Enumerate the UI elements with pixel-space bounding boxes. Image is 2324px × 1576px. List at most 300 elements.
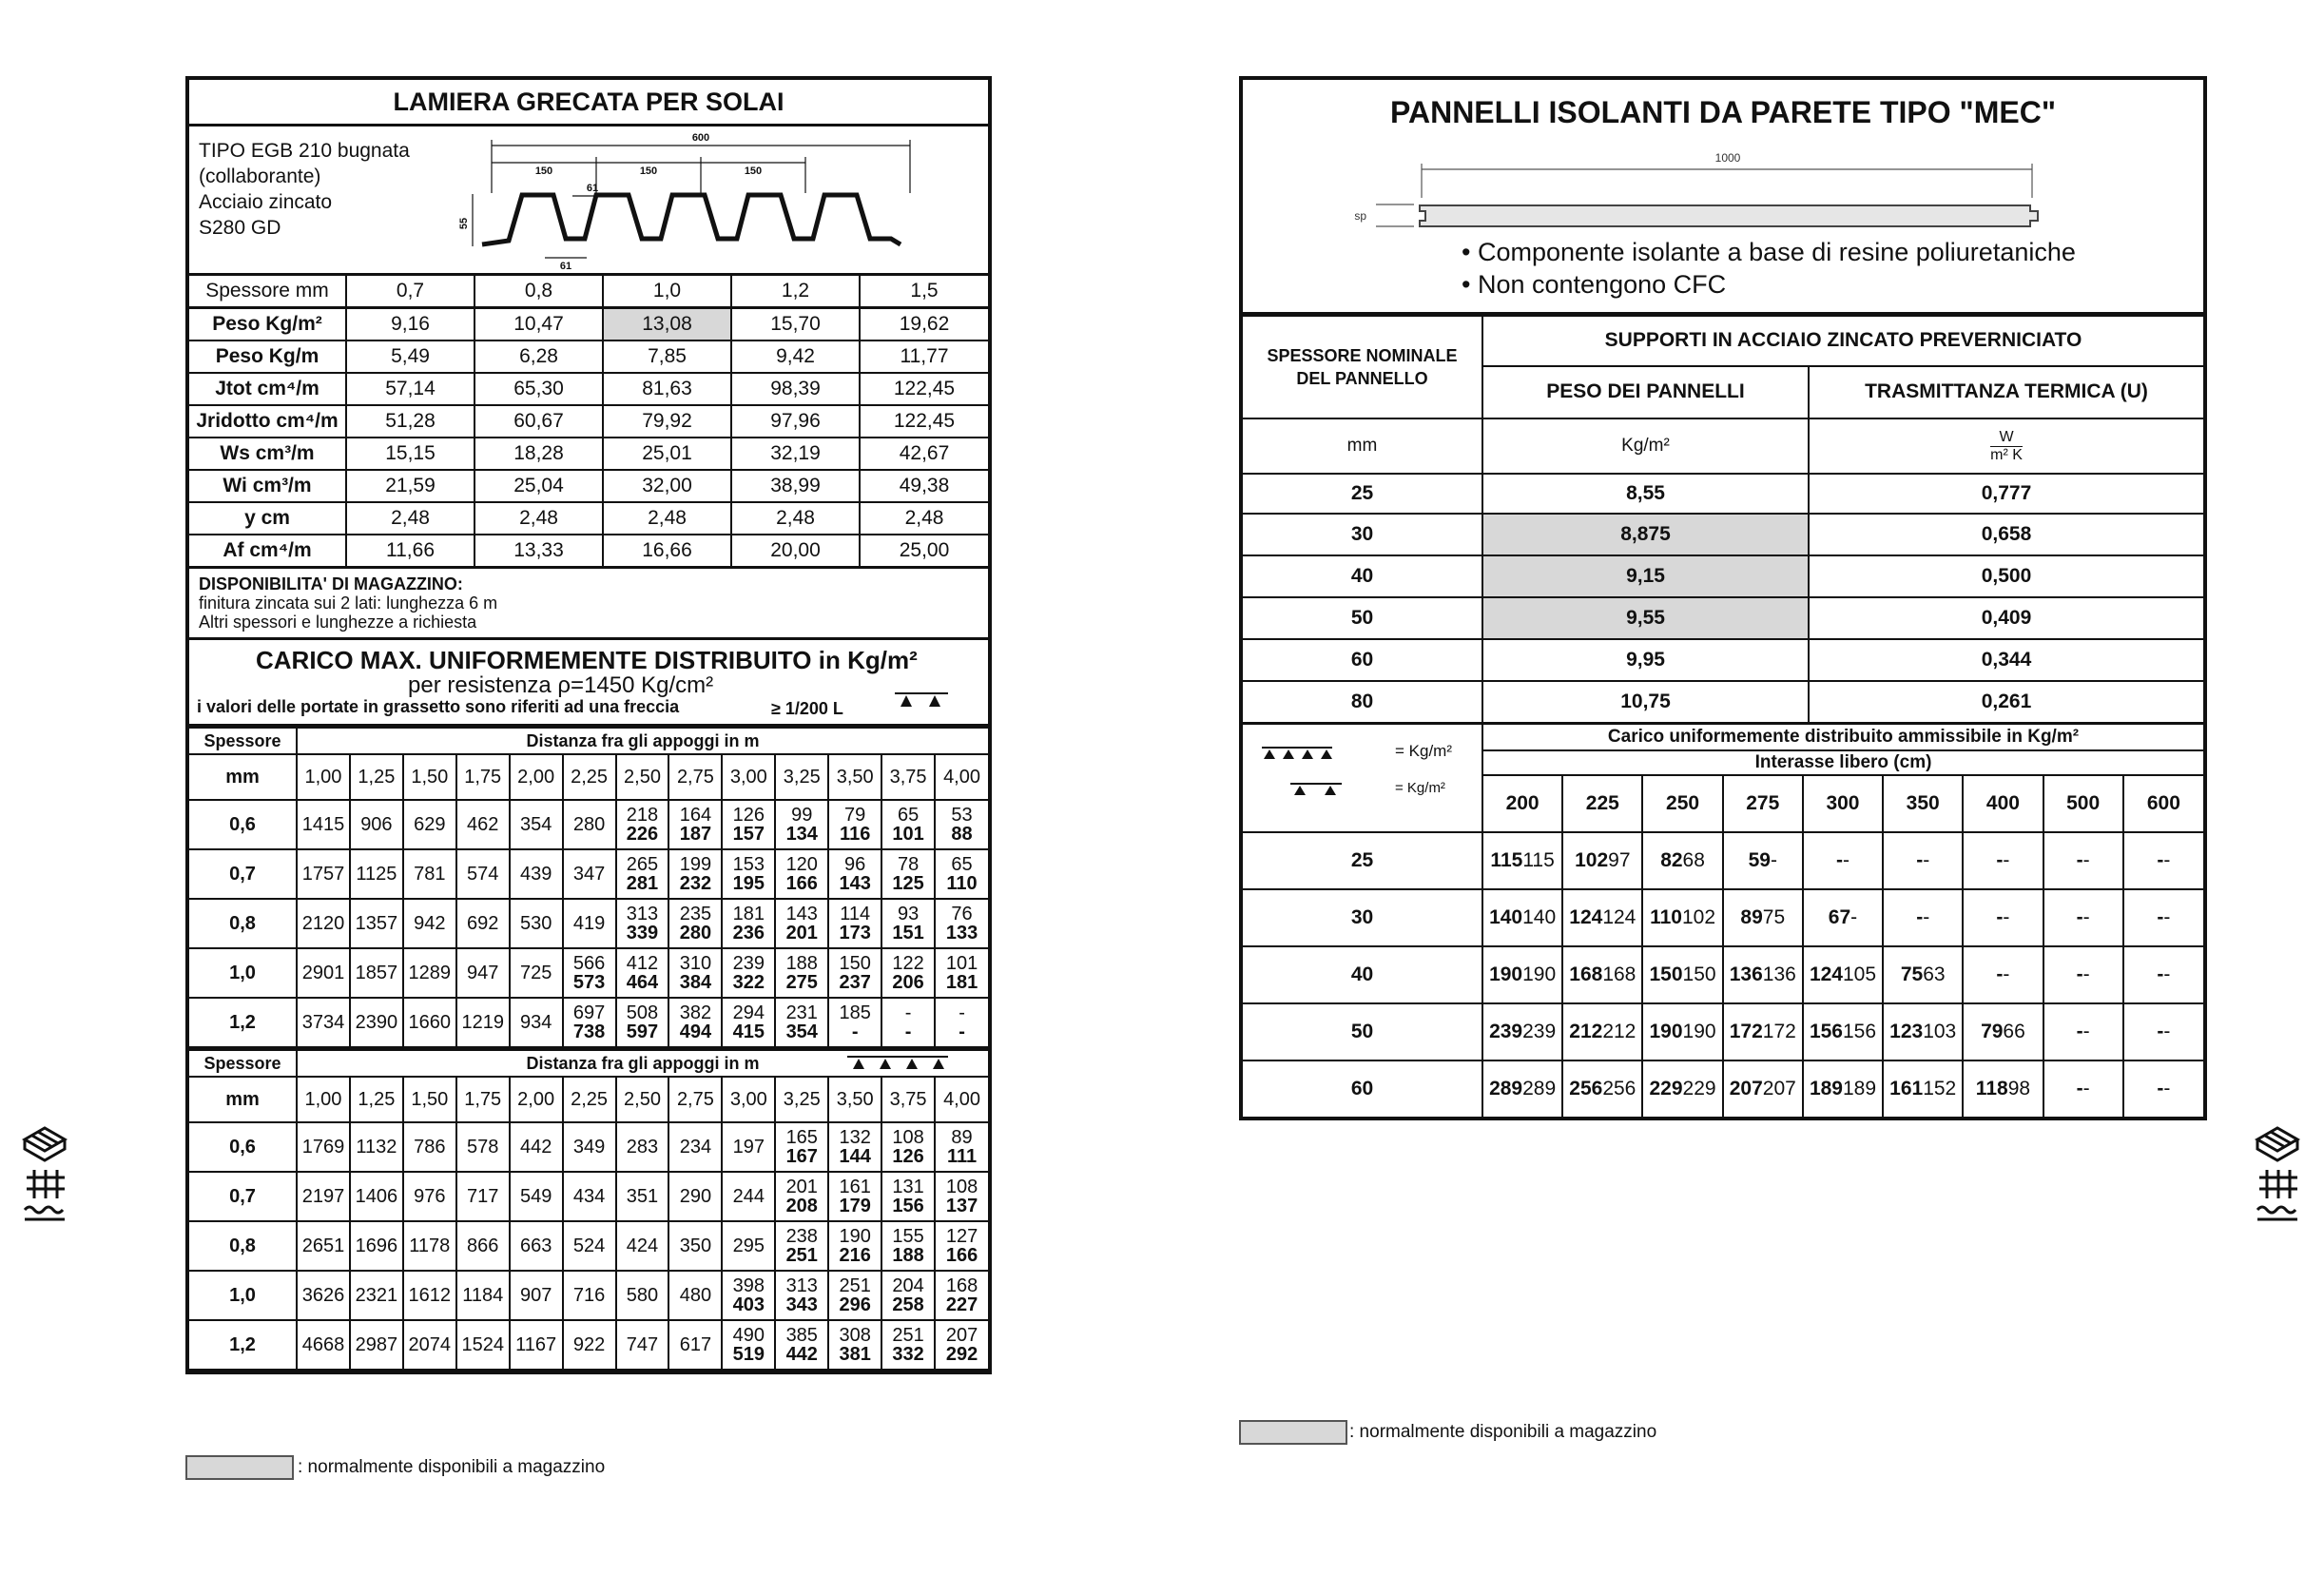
span-value: 250 [1642,775,1722,832]
span-value: 2,50 [616,754,669,800]
load-value: 524 [563,1221,616,1271]
load-value: 907 [510,1271,563,1320]
property-value: 49,38 [860,470,988,502]
span-value: 2,75 [668,1077,722,1122]
load-value: 124124 [1562,889,1642,946]
span-value: 3,50 [828,1077,881,1122]
load-value: 207207 [1723,1060,1803,1117]
thickness-value: 30 [1243,889,1482,946]
load-value: 354 [510,800,563,849]
left-title: LAMIERA GRECATA PER SOLAI [189,80,988,126]
load-value: 4668 [297,1320,350,1370]
load-value: -- [1963,946,2043,1003]
panel-weight: 9,15 [1482,555,1809,597]
properties-row [189,502,988,535]
load-row [189,1221,988,1271]
property-value: 2,48 [474,502,603,535]
panel-load-row [1243,889,2203,946]
load-value: 256256 [1562,1060,1642,1117]
load-value: 76 133 [935,899,988,948]
span-value: 1,00 [297,1077,350,1122]
load-value: 65 110 [935,849,988,899]
availability-note: DISPONIBILITA' DI MAGAZZINO: finitura zincata sui 2 lati: lunghezza 6 m Altri spessori e lunghezze a richiesta [189,569,988,640]
load-value: -- [2123,946,2203,1003]
load-value: 786 [403,1122,456,1172]
span-value: 2,50 [616,1077,669,1122]
load-row [189,1172,988,1221]
property-value: 57,14 [346,373,474,405]
thickness-value: 0,6 [189,1122,297,1172]
two-support-icon [893,690,950,710]
span-value: 1,25 [350,1077,403,1122]
panel-thickness: 60 [1243,639,1482,681]
kg-label: = Kg/m² [1395,780,1445,796]
span-value: 1,75 [456,754,510,800]
load-value: -- [2043,946,2123,1003]
load-value: 947 [456,948,510,998]
property-value: 98,39 [731,373,860,405]
properties-header-row: Spessore mm 0,7 0,8 1,0 1,2 1,5 [189,276,988,308]
load-value: 155 188 [881,1221,935,1271]
load-value: 122 206 [881,948,935,998]
panel-transmittance: 0,409 [1809,597,2203,639]
feature-item: • Non contengono CFC [1462,270,1727,299]
panel-transmittance: 0,777 [1809,474,2203,514]
load-value: 132 144 [828,1122,881,1172]
panel-transmittance: 0,500 [1809,555,2203,597]
thickness-value: 50 [1243,1003,1482,1060]
load-value: 161 179 [828,1172,881,1221]
load-value: 580 [616,1271,669,1320]
load-value: 11898 [1963,1060,2043,1117]
features-list [1243,236,2203,315]
construction-icon-right [2252,1120,2303,1225]
transmittance-header: TRASMITTANZA TERMICA (U) [1809,366,2203,418]
property-value: 2,48 [603,502,731,535]
load-value: 234 [668,1122,722,1172]
load-value: 79 116 [828,800,881,849]
load-value: 185 - [828,998,881,1047]
span-value: 3,50 [828,754,881,800]
load-value: -- [2043,889,2123,946]
load-value: 439 [510,849,563,899]
panel-load-table [1243,722,2203,1117]
property-value: 79,92 [603,405,731,438]
property-value: 2,48 [731,502,860,535]
property-value: 51,28 [346,405,474,438]
span-value: 4,00 [935,754,988,800]
load-value: 310 384 [668,948,722,998]
panel-row [1243,597,2203,639]
unit-kg: Kg/m² [1482,418,1809,474]
property-value: 20,00 [731,535,860,568]
load-value: 349 [563,1122,616,1172]
load-table-header [189,1050,988,1078]
supports-header: SUPPORTI IN ACCIAIO ZINCATO PREVERNICIATO [1482,316,2203,366]
span-value: 225 [1562,775,1642,832]
load-value: 108 137 [935,1172,988,1221]
load-value: 161152 [1883,1060,1963,1117]
panel-weight: 9,55 [1482,597,1809,639]
panel-thickness: 25 [1243,474,1482,514]
thickness-value: 40 [1243,946,1482,1003]
load-value: -- [1883,832,1963,889]
load-value: - - [935,998,988,1047]
thickness-value: 1,0 [189,1271,297,1320]
load-value: 385 442 [775,1320,828,1370]
load-value: 717 [456,1172,510,1221]
thickness-value: 0,8 [189,899,297,948]
load-value: 239239 [1482,1003,1562,1060]
thickness-value: 1,2 [189,1320,297,1370]
properties-row [189,470,988,502]
load-value: 238 251 [775,1221,828,1271]
panel-row [1243,514,2203,555]
load-value: 143 201 [775,899,828,948]
property-value: 122,45 [860,373,988,405]
span-value: 2,25 [563,754,616,800]
mm-label: mm [189,754,297,800]
span-value: 1,00 [297,754,350,800]
property-label: Jridotto cm⁴/m [189,405,346,438]
panel-weight: 9,95 [1482,639,1809,681]
property-value: 13,33 [474,535,603,568]
load-value: 442 [510,1122,563,1172]
load-value: 168168 [1562,946,1642,1003]
load-value: 725 [510,948,563,998]
property-value: 65,30 [474,373,603,405]
load-value: 663 [510,1221,563,1271]
svg-text:600: 600 [691,132,710,144]
load-title: CARICO MAX. UNIFORMEMENTE DISTRIBUITO in Kg/m² [256,646,918,674]
span-value: 200 [1482,775,1562,832]
load-value: 89 111 [935,1122,988,1172]
property-value: 9,42 [731,340,860,373]
property-value: 9,16 [346,308,474,341]
load-value: -- [1963,889,2043,946]
panel-row [1243,555,2203,597]
load-value: 8268 [1642,832,1722,889]
load-value: 120 166 [775,849,828,899]
panel-load-row [1243,832,2203,889]
load-value: 181 236 [722,899,775,948]
properties-row [189,405,988,438]
thickness-header: SPESSORE NOMINALE DEL PANNELLO [1243,316,1482,418]
properties-row [189,340,988,373]
property-label: y cm [189,502,346,535]
load-value: -- [2123,832,2203,889]
svg-text:150: 150 [639,165,658,177]
panel-cross-section [1243,141,2203,236]
property-value: 25,01 [603,438,731,470]
property-value: 7,85 [603,340,731,373]
load-value: -- [2043,832,2123,889]
thickness-value: 25 [1243,832,1482,889]
property-value: 42,67 [860,438,988,470]
load-table-header [189,728,988,754]
bullet-icon: • [1462,270,1471,299]
load-value: 866 [456,1221,510,1271]
load-value: 922 [563,1320,616,1370]
load-table-two-supports [189,727,988,1048]
svg-text:150: 150 [534,165,553,177]
span-value: 3,00 [722,754,775,800]
svg-text:55: 55 [458,217,470,230]
load-value: 165 167 [775,1122,828,1172]
load-value: 235 280 [668,899,722,948]
load-value: 2120 [297,899,350,948]
load-value: 434 [563,1172,616,1221]
load-row [189,899,988,948]
support-legend-icons [1243,725,1481,829]
property-label: Peso Kg/m [189,340,346,373]
load-value: 153 195 [722,849,775,899]
span-value: 3,75 [881,754,935,800]
load-row [189,998,988,1047]
property-label: Ws cm³/m [189,438,346,470]
load-value: 1612 [403,1271,456,1320]
property-value: 15,70 [731,308,860,341]
load-value: 1357 [350,899,403,948]
property-value: 2,48 [346,502,474,535]
load-value: 289289 [1482,1060,1562,1117]
load-value: 747 [616,1320,669,1370]
load-value: 168 227 [935,1271,988,1320]
load-value: 7966 [1963,1003,2043,1060]
load-value: -- [1803,832,1883,889]
span-value: 3,00 [722,1077,775,1122]
load-value: 1406 [350,1172,403,1221]
span-row [189,1077,988,1122]
load-value: 172172 [1723,1003,1803,1060]
construction-icon-left [19,1120,70,1225]
load-value: 199 232 [668,849,722,899]
load-row [189,1271,988,1320]
panel-row [1243,639,2203,681]
panel-thickness: 80 [1243,681,1482,722]
property-value: 81,63 [603,373,731,405]
load-value: 1178 [403,1221,456,1271]
distance-label: Distanza fra gli appoggi in m [297,728,988,754]
thickness-value: 0,8 [189,1221,297,1271]
load-value: 115115 [1482,832,1562,889]
load-value: 412 464 [616,948,669,998]
load-value: 123103 [1883,1003,1963,1060]
load-value: 265 281 [616,849,669,899]
span-value: 1,50 [403,754,456,800]
interasse-label: Interasse libero (cm) [1482,750,2203,775]
load-value: -- [2123,1003,2203,1060]
load-value: 283 [616,1122,669,1172]
thickness-value: 0,6 [189,800,297,849]
load-value: 189189 [1803,1060,1883,1117]
load-value: 906 [350,800,403,849]
load-value: 190190 [1482,946,1562,1003]
property-label: Wi cm³/m [189,470,346,502]
load-value: 150 237 [828,948,881,998]
load-value: 692 [456,899,510,948]
load-value: 398 403 [722,1271,775,1320]
load-value: 1167 [510,1320,563,1370]
load-value: 1125 [350,849,403,899]
deck-profile-drawing [416,126,948,269]
property-value: 10,47 [474,308,603,341]
property-value: 25,00 [860,535,988,568]
panel-properties-table [1243,315,2203,722]
load-value: 934 [510,998,563,1047]
panel-load-row [1243,1060,2203,1117]
load-value: 350 [668,1221,722,1271]
property-value: 16,66 [603,535,731,568]
load-value: -- [1963,832,2043,889]
panel-row [1243,681,2203,722]
thickness-value: 0,7 [189,849,297,899]
load-value: 126 157 [722,800,775,849]
properties-row [189,373,988,405]
load-value: -- [2043,1003,2123,1060]
load-value: 2901 [297,948,350,998]
span-value: 2,00 [510,754,563,800]
span-value: 2,25 [563,1077,616,1122]
thickness-value: 0,7 [189,1172,297,1221]
panel-drawing [1243,141,2203,236]
load-value: 1769 [297,1122,350,1172]
spessore-label: Spessore [189,728,297,754]
load-value: 490 519 [722,1320,775,1370]
load-value: 1184 [456,1271,510,1320]
load-value: 549 [510,1172,563,1221]
load-value: 251 332 [881,1320,935,1370]
load-value: 207 292 [935,1320,988,1370]
svg-text:61: 61 [586,183,599,194]
panel-load-row [1243,1003,2203,1060]
load-value: -- [2123,1060,2203,1117]
load-value: 2390 [350,998,403,1047]
span-value: 3,25 [775,1077,828,1122]
panel-row [1243,474,2203,514]
span-value: 500 [2043,775,2123,832]
distance-label: Distanza fra gli appoggi in m [297,1050,988,1078]
legend-swatch-left [185,1455,294,1480]
load-value: 218 226 [616,800,669,849]
load-value: 150150 [1642,946,1722,1003]
load-value: 96 143 [828,849,881,899]
panel-load-row [1243,946,2203,1003]
load-value: 1132 [350,1122,403,1172]
load-value: 2651 [297,1221,350,1271]
property-label: Af cm⁴/m [189,535,346,568]
load-value: 351 [616,1172,669,1221]
load-ratio: ≥ 1/200 L [771,699,843,718]
panel-transmittance: 0,261 [1809,681,2203,722]
property-value: 5,49 [346,340,474,373]
panel-weight: 10,75 [1482,681,1809,722]
load-value: 2074 [403,1320,456,1370]
load-value: 2987 [350,1320,403,1370]
legend-text-left: : normalmente disponibili a magazzino [298,1457,606,1477]
load-value: 480 [668,1271,722,1320]
span-value: 3,25 [775,754,828,800]
svg-text:61: 61 [559,261,572,269]
load-value: 65 101 [881,800,935,849]
load-value: 10297 [1562,832,1642,889]
load-value: 1219 [456,998,510,1047]
property-value: 15,15 [346,438,474,470]
load-value: 716 [563,1271,616,1320]
properties-table [189,276,988,569]
load-legend-cell [1243,724,1482,833]
panel-thickness: 30 [1243,514,1482,555]
span-value: 4,00 [935,1077,988,1122]
profile-description: TIPO EGB 210 bugnata (collaborante) Acciaio zincato S280 GD [199,140,410,239]
load-value: 1857 [350,948,403,998]
load-value: 462 [456,800,510,849]
load-value: 976 [403,1172,456,1221]
property-value: 11,77 [860,340,988,373]
span-value: 3,75 [881,1077,935,1122]
load-value: 101 181 [935,948,988,998]
unit-mm: mm [1243,418,1482,474]
load-value: 313 343 [775,1271,828,1320]
load-value: -- [1883,889,1963,946]
load-value: 419 [563,899,616,948]
load-value: 99 134 [775,800,828,849]
load-value: 578 [456,1122,510,1172]
load-value: 295 [722,1221,775,1271]
legend-text-right: : normalmente disponibili a magazzino [1349,1422,1657,1442]
load-value: 164 187 [668,800,722,849]
load-value: 313 339 [616,899,669,948]
load-value: 78 125 [881,849,935,899]
bullet-icon: • [1462,238,1471,266]
load-value: 308 381 [828,1320,881,1370]
insulated-panels-sheet [1239,76,2207,1120]
load-value: 201 208 [775,1172,828,1221]
span-value: 350 [1883,775,1963,832]
load-header-row [1243,724,2203,751]
property-value: 122,45 [860,405,988,438]
load-row [189,849,988,899]
span-row [189,754,988,800]
thickness-value: 1,2 [189,998,297,1047]
properties-row [189,438,988,470]
unit-w: $\frac{W}{\text{m² K}}$ [1809,418,2203,474]
property-value: 18,28 [474,438,603,470]
property-value: 11,66 [346,535,474,568]
property-label: Jtot cm⁴/m [189,373,346,405]
load-value: 229229 [1642,1060,1722,1117]
svg-text:sp: sp [1354,209,1366,223]
span-value: 300 [1803,775,1883,832]
load-value: 347 [563,849,616,899]
four-support-icon [845,1054,950,1073]
feature-item: • Componente isolante a base di resine poliuretaniche [1462,238,2076,266]
load-value: 290 [668,1172,722,1221]
load-value: 197 [722,1122,775,1172]
property-value: 19,62 [860,308,988,341]
load-value: 1524 [456,1320,510,1370]
property-value: 2,48 [860,502,988,535]
right-title: PANNELLI ISOLANTI DA PARETE TIPO "MEC" [1390,94,2056,129]
load-value: 190 216 [828,1221,881,1271]
panel-transmittance: 0,344 [1809,639,2203,681]
load-value: 1696 [350,1221,403,1271]
thickness-value: 60 [1243,1060,1482,1117]
load-value: 566 573 [563,948,616,998]
load-value: 294 415 [722,998,775,1047]
panel-thickness: 40 [1243,555,1482,597]
load-value: 127 166 [935,1221,988,1271]
